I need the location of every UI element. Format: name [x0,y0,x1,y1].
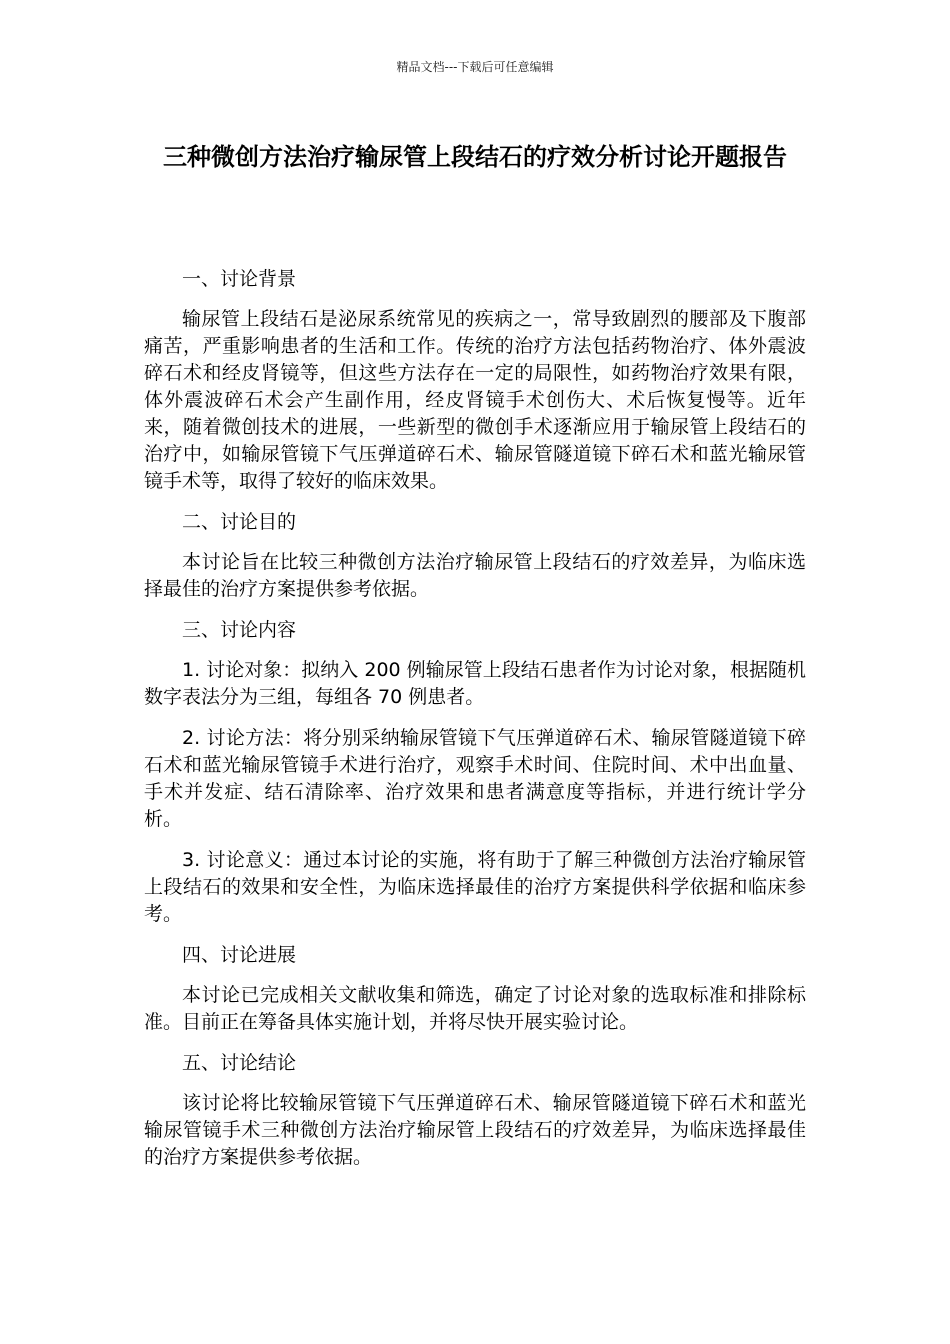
content-paragraph-subjects: 1. 讨论对象：拟纳入 200 例输尿管上段结石患者作为讨论对象，根据随机数字表法分为三组，每组各 70 例患者。 [144,659,806,708]
section-heading-conclusion: 五、讨论结论 [182,1052,297,1074]
header-note: 精品文档---下载后可任意编辑 [396,60,554,74]
document-title: 三种微创方法治疗输尿管上段结石的疗效分析讨论开题报告 [163,143,787,171]
section-heading-purpose: 二、讨论目的 [182,511,297,533]
section-heading-background: 一、讨论背景 [182,268,297,290]
section-heading-progress: 四、讨论进展 [182,944,297,966]
content-paragraph-significance: 3. 讨论意义：通过本讨论的实施，将有助于了解三种微创方法治疗输尿管上段结石的效果和安全性，为临床选择最佳的治疗方案提供科学依据和临床参考。 [144,849,806,925]
section-heading-content: 三、讨论内容 [182,619,297,641]
purpose-paragraph: 本讨论旨在比较三种微创方法治疗输尿管上段结石的疗效差异，为临床选择最佳的治疗方案提供参考依据。 [144,551,806,600]
progress-paragraph: 本讨论已完成相关文献收集和筛选，确定了讨论对象的选取标准和排除标准。目前正在筹备具体实施计划，并将尽快开展实验讨论。 [144,984,806,1033]
document-body [144,266,806,1185]
content-paragraph-methods: 2. 讨论方法：将分别采纳输尿管镜下气压弹道碎石术、输尿管隧道镜下碎石术和蓝光输尿管镜手术进行治疗，观察手术时间、住院时间、术中出血量、手术并发症、结石清除率、治疗效果和患者满意度等指标，并进行统计学分析。 [144,727,806,830]
background-paragraph: 输尿管上段结石是泌尿系统常见的疾病之一，常导致剧烈的腰部及下腹部痛苦，严重影响患者的生活和工作。传统的治疗方法包括药物治疗、体外震波碎石术和经皮肾镜等，但这些方法存在一定的局限性，如药物治疗效果有限，体外震波碎石术会产生副作用，经皮肾镜手术创伤大、术后恢复慢等。近年来，随着微创技术的进展，一些新型的微创手术逐渐应用于输尿管上段结石的治疗中，如输尿管镜下气压弹道碎石术、输尿管隧道镜下碎石术和蓝光输尿管镜手术等，取得了较好的临床效果。 [144,308,806,492]
conclusion-paragraph: 该讨论将比较输尿管镜下气压弹道碎石术、输尿管隧道镜下碎石术和蓝光输尿管镜手术三种微创方法治疗输尿管上段结石的疗效差异，为临床选择最佳的治疗方案提供参考依据。 [144,1092,806,1168]
